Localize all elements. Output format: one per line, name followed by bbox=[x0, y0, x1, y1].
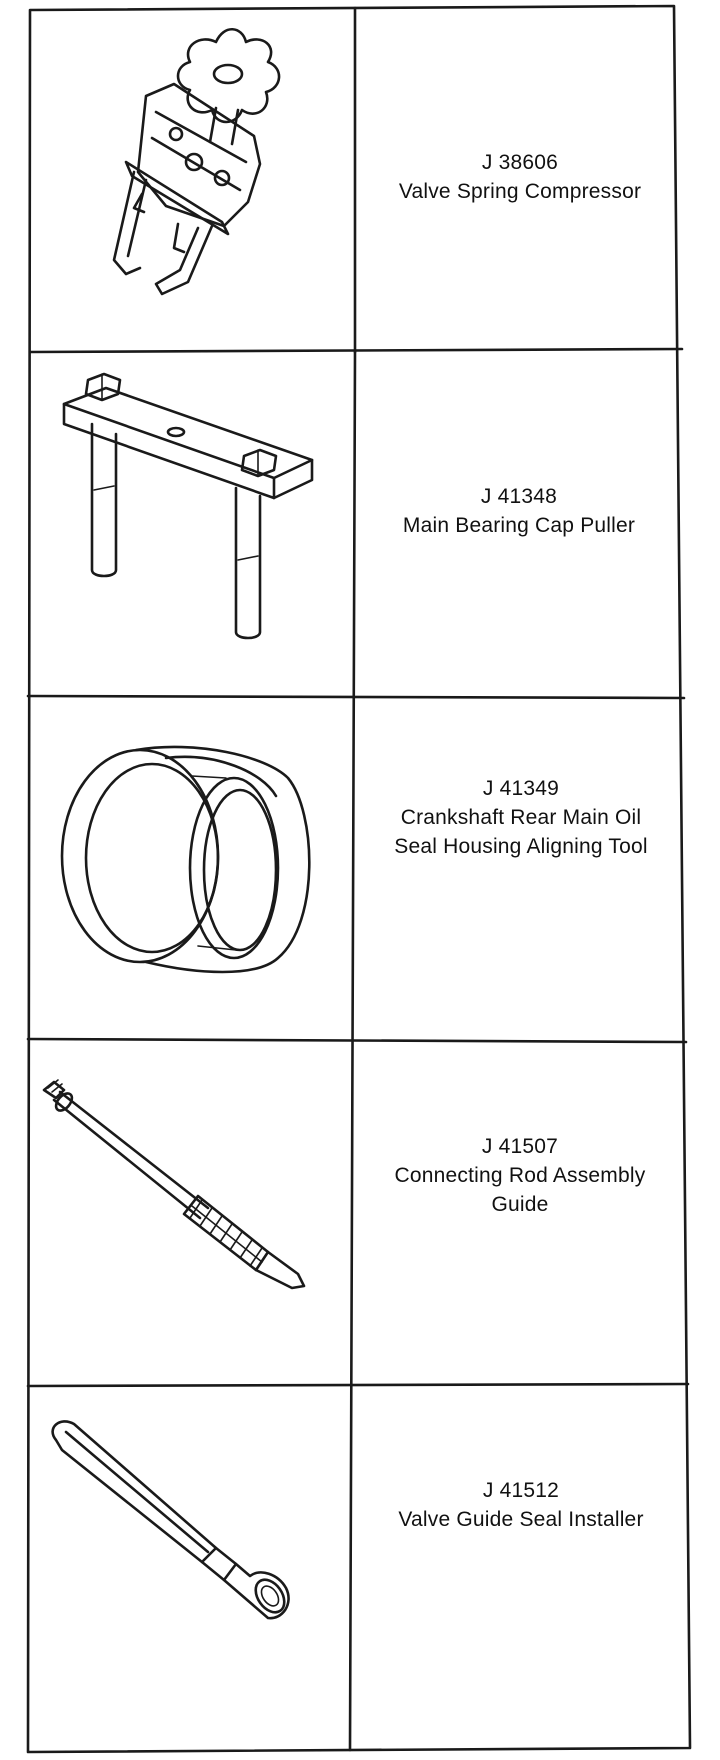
tool-name: Valve Guide Seal Installer bbox=[398, 1508, 644, 1531]
special-tools-table bbox=[10, 4, 710, 1756]
tool-code: J 38606 bbox=[481, 151, 559, 174]
tool-label bbox=[354, 1476, 688, 1534]
table-row bbox=[10, 8, 710, 352]
table-row bbox=[10, 1040, 710, 1384]
tool-label bbox=[356, 482, 682, 540]
tool-name: Valve Spring Compressor bbox=[398, 180, 642, 203]
seal-housing-aligning-ring-icon bbox=[16, 722, 354, 1022]
table-row bbox=[10, 352, 710, 696]
tool-name: Connecting Rod Assembly Guide bbox=[394, 1164, 646, 1216]
tool-label bbox=[358, 148, 682, 206]
tool-label bbox=[356, 774, 686, 861]
tool-code: J 41512 bbox=[482, 1479, 560, 1502]
tool-code: J 41349 bbox=[482, 777, 560, 800]
tool-code: J 41507 bbox=[481, 1135, 559, 1158]
table-row bbox=[10, 1384, 710, 1750]
valve-guide-seal-installer-icon bbox=[16, 1398, 354, 1718]
tool-label bbox=[354, 1132, 686, 1219]
tool-name: Main Bearing Cap Puller bbox=[402, 514, 636, 537]
table-row bbox=[10, 696, 710, 1040]
tool-name: Crankshaft Rear Main Oil Seal Housing Aligning Tool bbox=[394, 806, 648, 858]
connecting-rod-guide-icon bbox=[16, 1048, 354, 1348]
tool-code: J 41348 bbox=[480, 485, 558, 508]
main-bearing-cap-puller-icon bbox=[16, 360, 354, 660]
valve-spring-compressor-icon bbox=[16, 12, 354, 342]
